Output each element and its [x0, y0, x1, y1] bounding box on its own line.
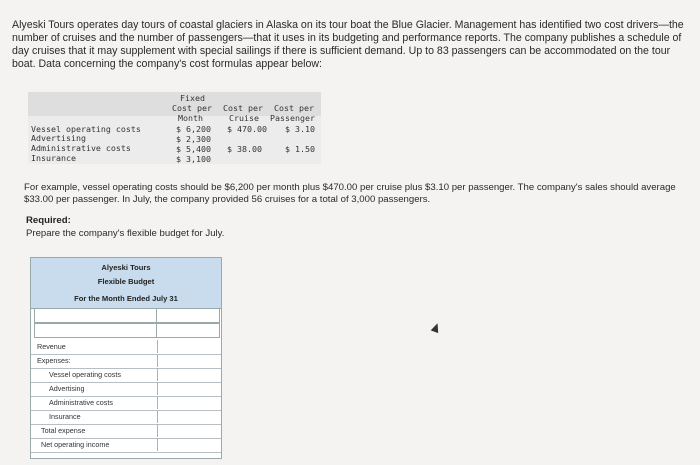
budget-row-administrative	[31, 396, 221, 411]
amount-cell[interactable]	[157, 382, 220, 395]
row-label: Advertising	[49, 384, 85, 393]
mouse-cursor-icon	[431, 322, 442, 333]
row-label: Net operating income	[41, 440, 110, 449]
budget-row-advertising	[31, 382, 221, 397]
header-cruise-1: Cost per	[223, 103, 263, 113]
amount-cell[interactable]	[157, 354, 220, 367]
row-cruise: $ 470.00	[227, 124, 267, 134]
row-passenger: $ 3.10	[285, 124, 315, 134]
row-label: Insurance	[31, 153, 76, 163]
row-cruise: $ 38.00	[227, 144, 262, 154]
header-passenger-1: Cost per	[274, 103, 314, 113]
budget-company: Alyeski Tours	[101, 263, 151, 272]
row-label: Insurance	[49, 412, 81, 421]
row-fixed: $ 3,100	[176, 154, 211, 164]
row-label: Vessel operating costs	[31, 124, 141, 134]
row-fixed: $ 2,300	[176, 134, 211, 144]
budget-input-row[interactable]	[34, 322, 220, 338]
amount-cell[interactable]	[157, 438, 220, 451]
amount-cell[interactable]	[157, 424, 220, 437]
budget-row-total-expense	[31, 424, 221, 439]
amount-cell[interactable]	[157, 396, 220, 409]
amount-cell[interactable]	[157, 410, 220, 423]
row-label: Administrative costs	[31, 143, 131, 153]
budget-title: Flexible Budget	[97, 277, 155, 286]
budget-header	[31, 258, 221, 309]
cost-formula-table	[28, 92, 321, 164]
budget-row-insurance	[31, 410, 221, 425]
row-label: Administrative costs	[49, 398, 113, 407]
row-label: Expenses:	[37, 356, 71, 365]
flexible-budget-worksheet	[30, 257, 222, 459]
amount-cell[interactable]	[157, 340, 220, 353]
budget-row-net-operating-income	[31, 438, 221, 453]
header-fixed-2: Cost per	[172, 103, 212, 113]
required-instruction: Prepare the company's flexible budget for July.	[26, 228, 225, 239]
row-label: Vessel operating costs	[49, 370, 121, 379]
header-passenger-2: Passenger	[270, 113, 315, 123]
problem-intro: Alyeski Tours operates day tours of coastal glaciers in Alaska on its tour boat the Blue Glacier. Management has identified two cost drivers—the number of cruises and the number of passengers—that it uses in its budgeting and performance reports. The company publishes a schedule of day cruises that it may supplement with special sailings if there is sufficient demand. Up to 83 passengers can be accommodated on the tour boat. Data concerning the company's cost formulas appear below:	[12, 19, 684, 70]
header-fixed-1: Fixed	[180, 93, 205, 103]
row-passenger: $ 1.50	[285, 144, 315, 154]
budget-row-vessel	[31, 368, 221, 383]
required-heading: Required:	[26, 215, 71, 226]
example-text: For example, vessel operating costs should be $6,200 per month plus $470.00 per cruise plus $3.10 per passenger. The company's sales should average $33.00 per passenger. In July, the company provided 56 cruises for a total of 3,000 passengers.	[24, 182, 676, 205]
row-fixed: $ 6,200	[176, 124, 211, 134]
budget-period: For the Month Ended July 31	[74, 294, 178, 303]
budget-row-expenses	[31, 354, 221, 369]
amount-cell[interactable]	[157, 368, 220, 381]
budget-row-revenue	[31, 340, 221, 355]
header-cruise-2: Cruise	[229, 113, 259, 123]
header-fixed-3: Month	[178, 113, 203, 123]
row-fixed: $ 5,400	[176, 144, 211, 154]
row-label: Advertising	[31, 133, 86, 143]
row-label: Revenue	[37, 342, 66, 351]
row-label: Total expense	[41, 426, 86, 435]
